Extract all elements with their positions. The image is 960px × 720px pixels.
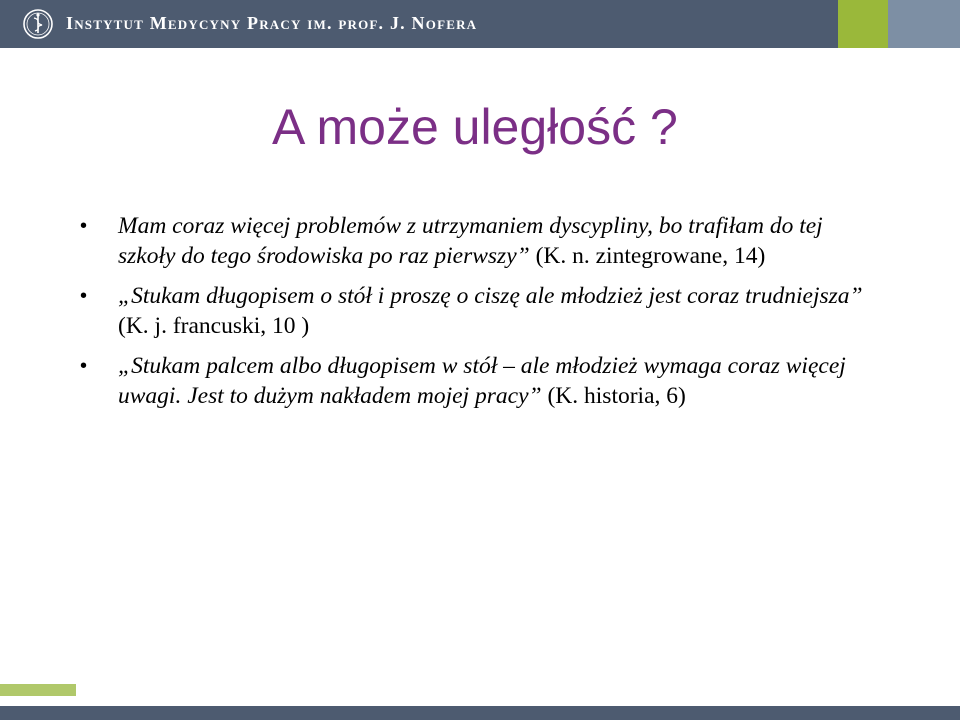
list-item: [80, 351, 880, 411]
institute-emblem-icon: [22, 8, 54, 40]
quote-source: (K. j. francuski, 10 ): [118, 313, 310, 339]
quote-text: „Stukam palcem albo długopisem w stół – ale młodzież wymaga coraz więcej uwagi. Jest to dużym nakładem mojej pracy”: [118, 353, 846, 409]
quote-source: (K. historia, 6): [541, 383, 686, 409]
quote-text: „Stukam długopisem o stół i proszę o ciszę ale młodzież jest coraz trudniejsza”: [118, 283, 863, 309]
list-item: [80, 211, 880, 271]
bullet-icon: •: [80, 285, 88, 307]
header-bar: [0, 0, 960, 48]
bullet-list: [80, 211, 880, 421]
bullet-icon: •: [80, 355, 88, 377]
footer-bar: [0, 706, 960, 720]
footer-accent-green: [0, 684, 76, 696]
bullet-icon: •: [80, 215, 88, 237]
list-item: [80, 281, 880, 341]
header-accent-gray: [888, 0, 960, 48]
quote-source: (K. n. zintegrowane, 14): [529, 243, 766, 269]
institute-name: Instytut Medycyny Pracy im. prof. J. Nofera: [66, 13, 478, 33]
slide-title: A może uległość ?: [272, 99, 678, 155]
quote-text: Mam coraz więcej problemów z utrzymaniem dyscypliny, bo trafiłam do tej szkoły do tego środowiska po raz pierwszy”: [118, 213, 823, 269]
header-accent-green: [838, 0, 888, 48]
